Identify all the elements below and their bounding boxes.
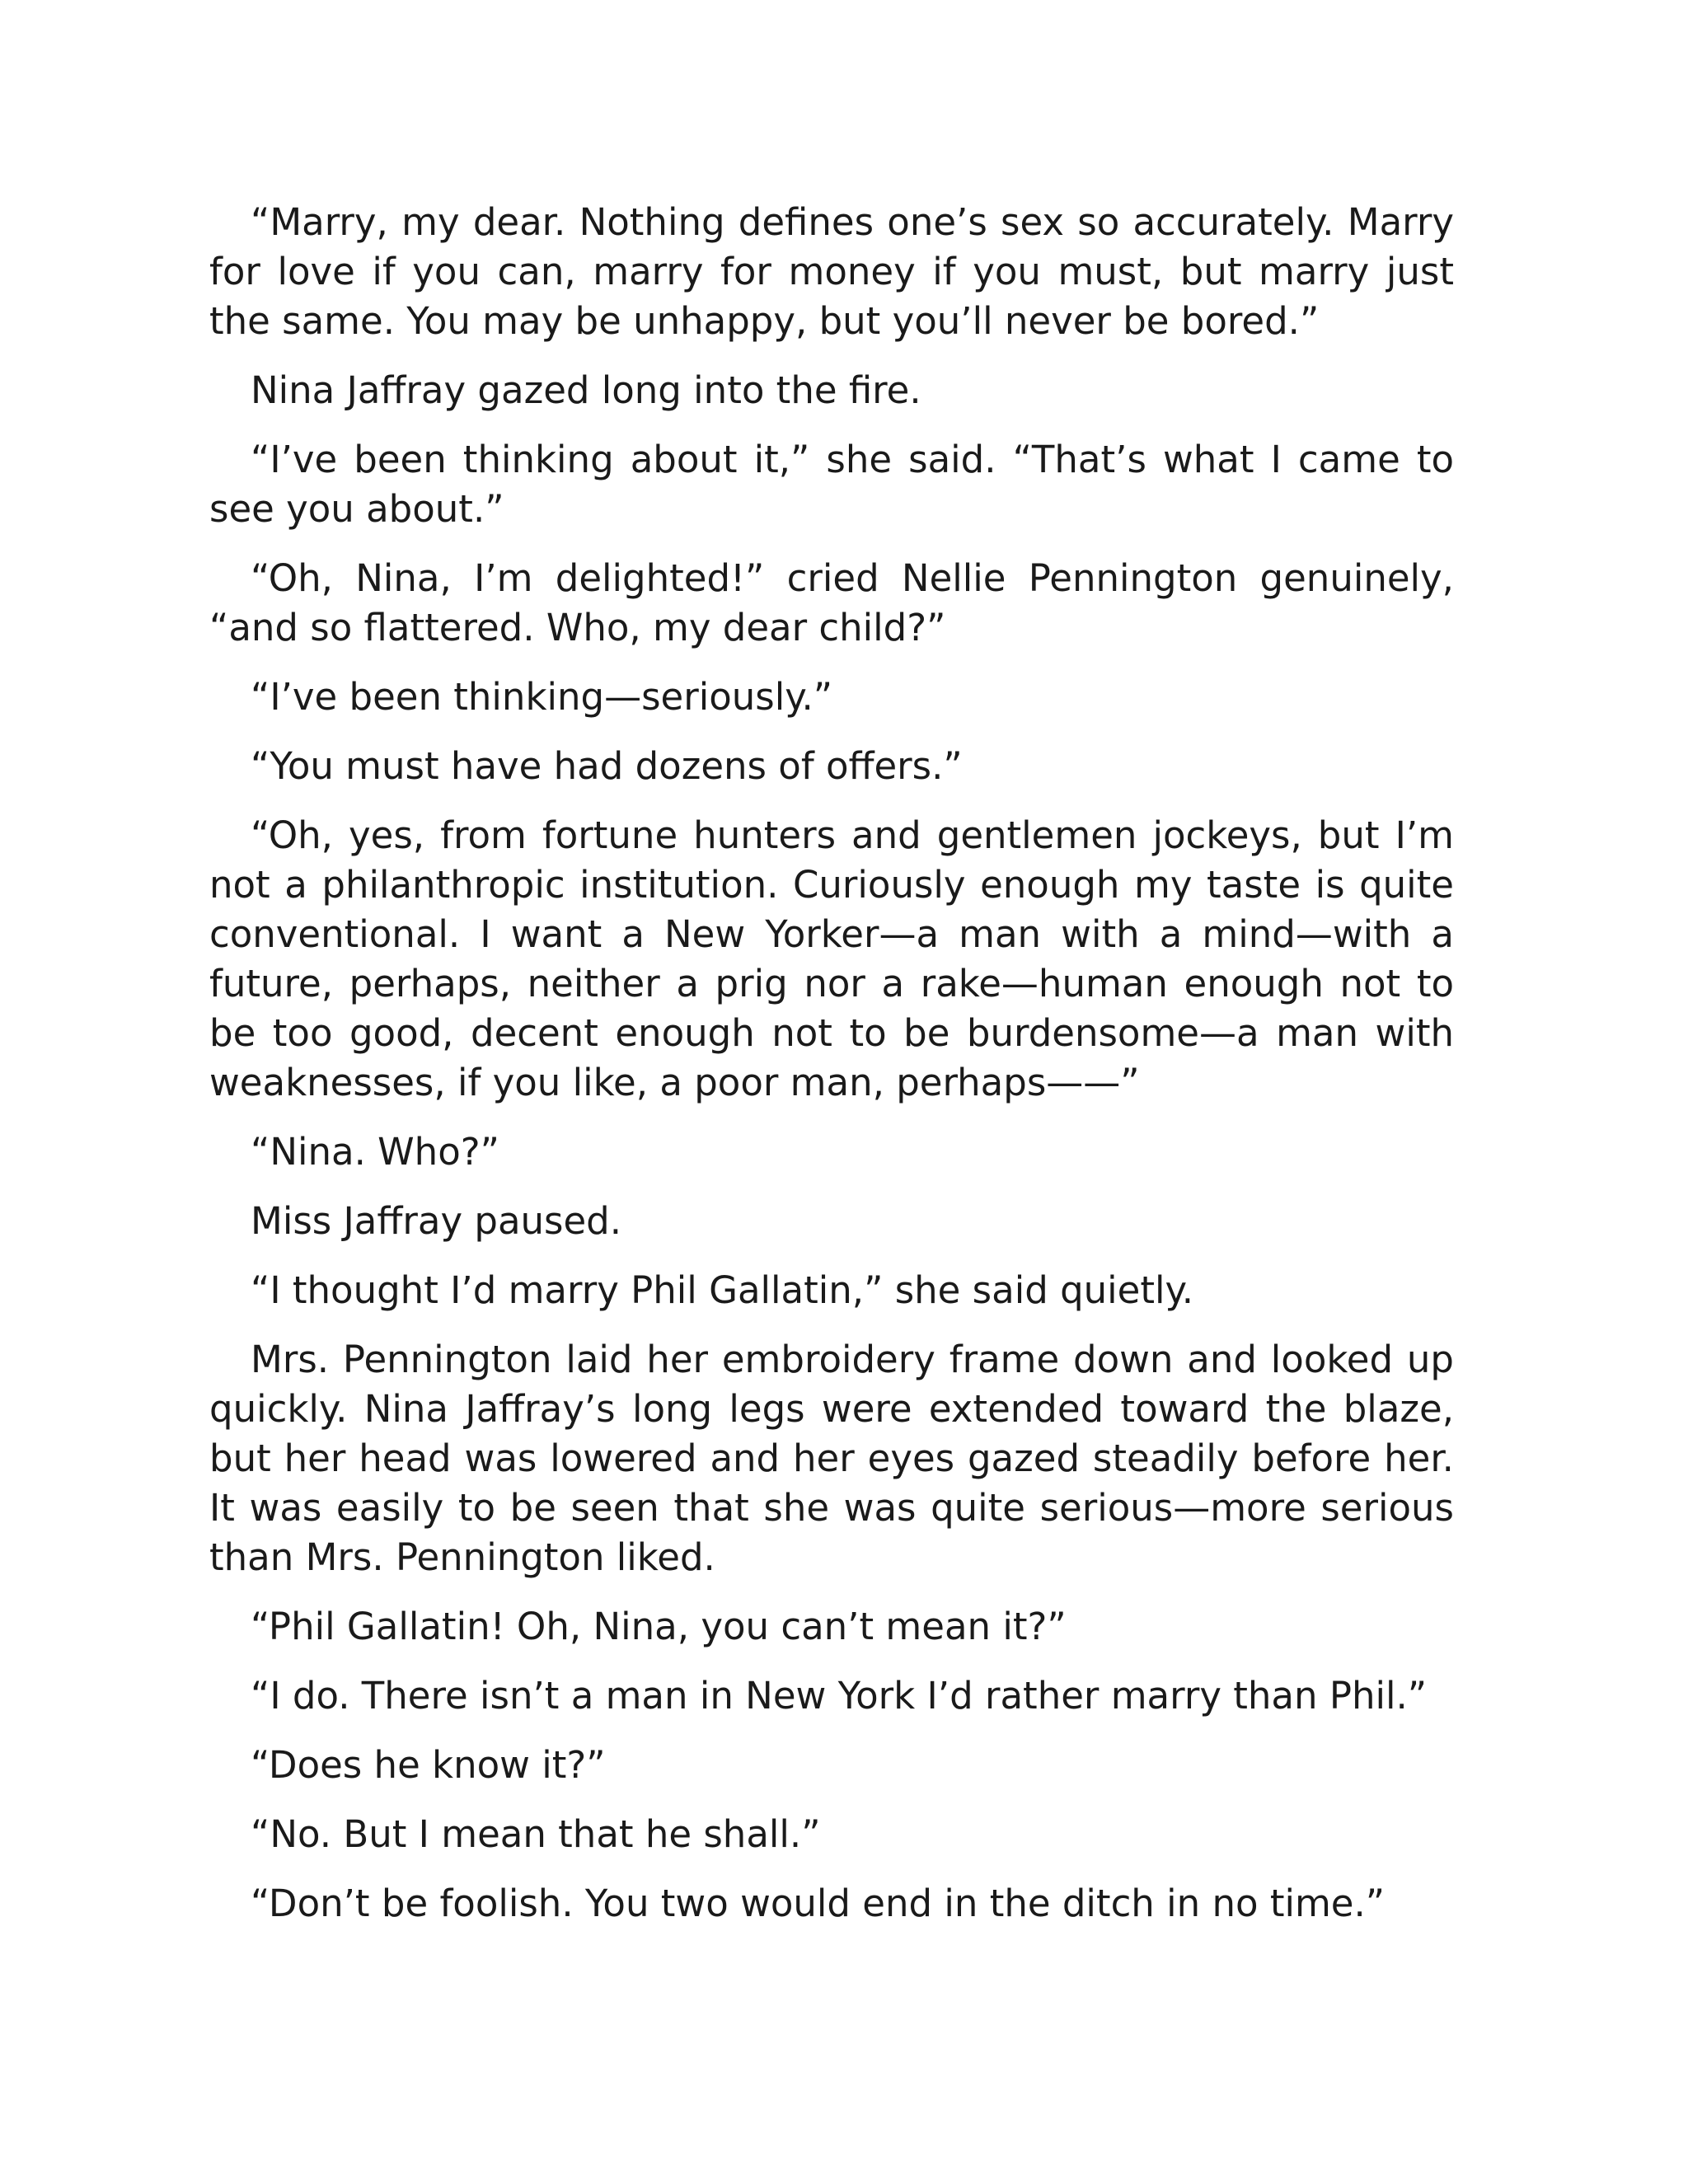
paragraph: “I’ve been thinking about it,” she said. “That’s what I came to see you about.” xyxy=(209,438,1454,531)
paragraph: “Oh, yes, from fortune hunters and gentlemen jockeys, but I’m not a philanthropic institution. Curiously enough my taste is quite conventional. I want a New Yorker—a man with a mind—with a future, perhaps, neither a prig nor a rake—human enough not to be too good, decent enough not to be burdensome—a man with weaknesses, if you like, a poor man, perhaps——” xyxy=(209,813,1454,1104)
paragraph: “Nina. Who?” xyxy=(251,1130,499,1174)
paragraph: “Oh, Nina, I’m delighted!” cried Nellie Pennington genuinely, “and so flattered. Who, my dear child?” xyxy=(209,556,1454,649)
paragraph: “Does he know it?” xyxy=(251,1743,606,1787)
paragraph: “Phil Gallatin! Oh, Nina, you can’t mean it?” xyxy=(251,1605,1067,1648)
paragraph: “I do. There isn’t a man in New York I’d rather marry than Phil.” xyxy=(251,1674,1428,1718)
paragraph: “Marry, my dear. Nothing defines one’s sex so accurately. Marry for love if you can, marry for money if you must, but marry just the same. You may be unhappy, but you’ll never be bored.” xyxy=(209,200,1454,343)
paragraph: “No. But I mean that he shall.” xyxy=(251,1812,821,1856)
paragraph: Miss Jaffray paused. xyxy=(251,1199,622,1243)
paragraph: “I thought I’d marry Phil Gallatin,” she said quietly. xyxy=(251,1268,1194,1312)
paragraph: Nina Jaffray gazed long into the fire. xyxy=(251,368,921,412)
paragraph: Mrs. Pennington laid her embroidery frame down and looked up quickly. Nina Jaffray’s long legs were extended toward the blaze, but her head was lowered and her eyes gazed steadily before her. It was easily to be seen that she was quite serious—more serious than Mrs. Pennington liked. xyxy=(209,1338,1454,1579)
page-body xyxy=(209,198,1454,1948)
paragraph: “I’ve been thinking—seriously.” xyxy=(251,675,833,719)
paragraph: “You must have had dozens of offers.” xyxy=(251,744,963,788)
paragraph: “Don’t be foolish. You two would end in the ditch in no time.” xyxy=(251,1882,1386,1925)
